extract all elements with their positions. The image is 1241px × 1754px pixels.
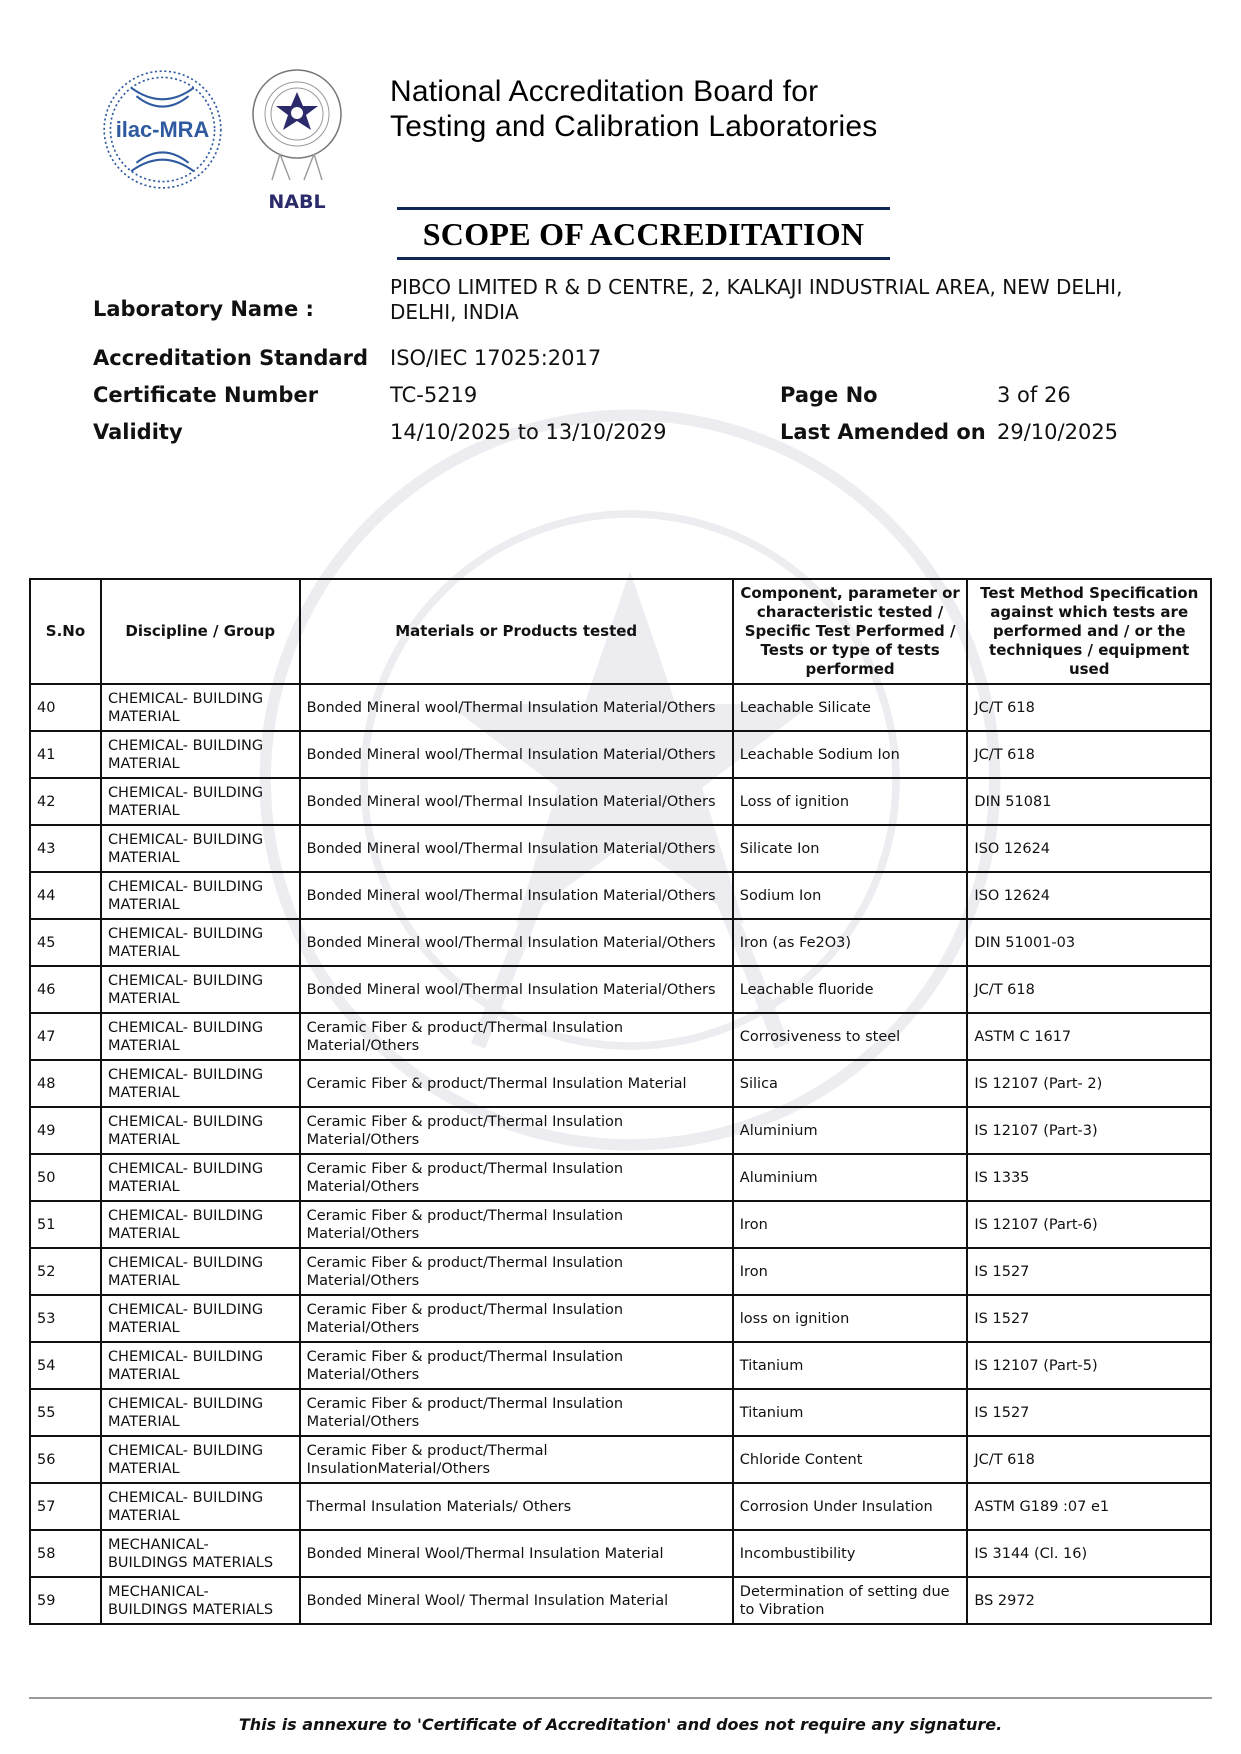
header-discipline-group: Discipline / Group [101, 579, 300, 684]
last-amended-label: Last Amended on [780, 420, 986, 444]
table-row [30, 684, 1211, 731]
cell-material: Ceramic Fiber & product/Thermal Insulation Material/Others [300, 1342, 733, 1389]
cell-sno: 49 [30, 1107, 101, 1154]
table-row [30, 731, 1211, 778]
cell-discipline-group: CHEMICAL- BUILDING MATERIAL [101, 919, 300, 966]
header-test-method: Test Method Specification against which tests are performed and / or the techniques / equipment used [967, 579, 1211, 684]
cell-sno: 54 [30, 1342, 101, 1389]
table-row [30, 919, 1211, 966]
cell-material: Ceramic Fiber & product/Thermal Insulation Material/Others [300, 1389, 733, 1436]
table-row [30, 1013, 1211, 1060]
cell-material: Thermal Insulation Materials/ Others [300, 1483, 733, 1530]
cell-sno: 50 [30, 1154, 101, 1201]
table-row [30, 1154, 1211, 1201]
cell-test-method: ASTM G189 :07 e1 [967, 1483, 1211, 1530]
cell-material: Bonded Mineral wool/Thermal Insulation Material/Others [300, 825, 733, 872]
cell-test-method: IS 1527 [967, 1389, 1211, 1436]
table-row [30, 1530, 1211, 1577]
table-row [30, 1483, 1211, 1530]
cell-discipline-group: CHEMICAL- BUILDING MATERIAL [101, 684, 300, 731]
cell-sno: 41 [30, 731, 101, 778]
svg-text:NABL: NABL [268, 191, 326, 212]
cell-discipline-group: CHEMICAL- BUILDING MATERIAL [101, 1483, 300, 1530]
table-header-row [30, 579, 1211, 684]
cell-sno: 40 [30, 684, 101, 731]
cell-sno: 46 [30, 966, 101, 1013]
cell-parameter: Iron [733, 1201, 968, 1248]
cell-parameter: Leachable fluoride [733, 966, 968, 1013]
table-row [30, 1389, 1211, 1436]
cell-material: Bonded Mineral wool/Thermal Insulation Material/Others [300, 966, 733, 1013]
cell-discipline-group: CHEMICAL- BUILDING MATERIAL [101, 731, 300, 778]
cell-discipline-group: CHEMICAL- BUILDING MATERIAL [101, 1342, 300, 1389]
cell-discipline-group: CHEMICAL- BUILDING MATERIAL [101, 1154, 300, 1201]
cell-test-method: ISO 12624 [967, 872, 1211, 919]
cell-discipline-group: CHEMICAL- BUILDING MATERIAL [101, 1201, 300, 1248]
table-row [30, 966, 1211, 1013]
table-row [30, 1295, 1211, 1342]
cell-material: Ceramic Fiber & product/Thermal Insulation Material/Others [300, 1201, 733, 1248]
cell-discipline-group: CHEMICAL- BUILDING MATERIAL [101, 1013, 300, 1060]
table-row [30, 1342, 1211, 1389]
cell-material: Ceramic Fiber & product/Thermal Insulation Material/Others [300, 1248, 733, 1295]
last-amended-value: 29/10/2025 [997, 420, 1119, 444]
laboratory-name-label: Laboratory Name : [93, 297, 314, 321]
org-title-line2: Testing and Calibration Laboratories [390, 110, 878, 143]
cell-sno: 51 [30, 1201, 101, 1248]
footer-note: This is annexure to 'Certificate of Accreditation' and does not require any signature. [238, 1715, 1003, 1734]
table-row [30, 1107, 1211, 1154]
certificate-number-value: TC-5219 [390, 383, 478, 407]
cell-parameter: Silicate Ion [733, 825, 968, 872]
cell-parameter: Aluminium [733, 1154, 968, 1201]
cell-material: Bonded Mineral wool/Thermal Insulation Material/Others [300, 684, 733, 731]
cell-material: Bonded Mineral wool/Thermal Insulation Material/Others [300, 919, 733, 966]
cell-discipline-group: CHEMICAL- BUILDING MATERIAL [101, 1060, 300, 1107]
cell-discipline-group: CHEMICAL- BUILDING MATERIAL [101, 1436, 300, 1483]
cell-sno: 45 [30, 919, 101, 966]
cell-material: Ceramic Fiber & product/Thermal InsulationMaterial/Others [300, 1436, 733, 1483]
cell-sno: 48 [30, 1060, 101, 1107]
cell-parameter: Loss of ignition [733, 778, 968, 825]
cell-test-method: IS 12107 (Part-5) [967, 1342, 1211, 1389]
cell-material: Ceramic Fiber & product/Thermal Insulation Material/Others [300, 1013, 733, 1060]
accreditation-standard-label: Accreditation Standard [93, 346, 368, 370]
cell-discipline-group: CHEMICAL- BUILDING MATERIAL [101, 825, 300, 872]
cell-test-method: JC/T 618 [967, 684, 1211, 731]
cell-test-method: DIN 51001-03 [967, 919, 1211, 966]
cell-material: Bonded Mineral wool/Thermal Insulation Material/Others [300, 731, 733, 778]
accreditation-standard-value: ISO/IEC 17025:2017 [390, 346, 602, 370]
cell-sno: 44 [30, 872, 101, 919]
table-row [30, 825, 1211, 872]
table-row [30, 1436, 1211, 1483]
cell-parameter: Determination of setting due to Vibration [733, 1577, 968, 1624]
cell-test-method: IS 1527 [967, 1248, 1211, 1295]
cell-parameter: Chloride Content [733, 1436, 968, 1483]
cell-test-method: JC/T 618 [967, 731, 1211, 778]
cell-test-method: ASTM C 1617 [967, 1013, 1211, 1060]
nabl-logo [250, 62, 345, 212]
scope-table [29, 578, 1212, 1625]
table-row [30, 1577, 1211, 1624]
cell-parameter: Leachable Sodium Ion [733, 731, 968, 778]
document-title: SCOPE OF ACCREDITATION [422, 216, 865, 252]
cell-parameter: Titanium [733, 1389, 968, 1436]
table-row [30, 1060, 1211, 1107]
certificate-number-label: Certificate Number [93, 383, 319, 407]
cell-parameter: Corrosion Under Insulation [733, 1483, 968, 1530]
cell-test-method: IS 12107 (Part-6) [967, 1201, 1211, 1248]
cell-parameter: Iron [733, 1248, 968, 1295]
header-parameter: Component, parameter or characteristic tested / Specific Test Performed / Tests or type of tests performed [733, 579, 968, 684]
cell-discipline-group: CHEMICAL- BUILDING MATERIAL [101, 966, 300, 1013]
validity-value: 14/10/2025 to 13/10/2029 [390, 420, 667, 444]
table-body [30, 684, 1211, 1624]
cell-sno: 59 [30, 1577, 101, 1624]
cell-parameter: Incombustibility [733, 1530, 968, 1577]
cell-material: Bonded Mineral wool/Thermal Insulation Material/Others [300, 778, 733, 825]
cell-sno: 58 [30, 1530, 101, 1577]
header-materials: Materials or Products tested [300, 579, 733, 684]
cell-sno: 53 [30, 1295, 101, 1342]
cell-discipline-group: CHEMICAL- BUILDING MATERIAL [101, 872, 300, 919]
cell-discipline-group: CHEMICAL- BUILDING MATERIAL [101, 1389, 300, 1436]
table-row [30, 1201, 1211, 1248]
header-logos [100, 62, 360, 212]
cell-parameter: Leachable Silicate [733, 684, 968, 731]
svg-text:ilac-MRA: ilac-MRA [115, 116, 210, 142]
cell-test-method: IS 3144 (Cl. 16) [967, 1530, 1211, 1577]
cell-material: Ceramic Fiber & product/Thermal Insulation Material/Others [300, 1107, 733, 1154]
cell-discipline-group: MECHANICAL- BUILDINGS MATERIALS [101, 1530, 300, 1577]
cell-parameter: Sodium Ion [733, 872, 968, 919]
cell-sno: 47 [30, 1013, 101, 1060]
cell-sno: 52 [30, 1248, 101, 1295]
cell-sno: 55 [30, 1389, 101, 1436]
cell-test-method: JC/T 618 [967, 966, 1211, 1013]
table-row [30, 778, 1211, 825]
cell-test-method: ISO 12624 [967, 825, 1211, 872]
laboratory-name-value-line2: DELHI, INDIA [390, 300, 519, 324]
cell-material: Bonded Mineral Wool/Thermal Insulation Material [300, 1530, 733, 1577]
cell-material: Ceramic Fiber & product/Thermal Insulation Material [300, 1060, 733, 1107]
table-row [30, 1248, 1211, 1295]
ilac-mra-logo [100, 67, 225, 192]
cell-parameter: Iron (as Fe2O3) [733, 919, 968, 966]
page-no-value: 3 of 26 [997, 383, 1071, 407]
cell-parameter: Titanium [733, 1342, 968, 1389]
org-title-line1: National Accreditation Board for [390, 75, 819, 108]
cell-parameter: loss on ignition [733, 1295, 968, 1342]
cell-test-method: BS 2972 [967, 1577, 1211, 1624]
title-rule-bottom [397, 257, 890, 260]
cell-test-method: IS 1527 [967, 1295, 1211, 1342]
cell-parameter: Silica [733, 1060, 968, 1107]
laboratory-name-value-line1: PIBCO LIMITED R & D CENTRE, 2, KALKAJI INDUSTRIAL AREA, NEW DELHI, [390, 275, 1123, 299]
cell-parameter: Corrosiveness to steel [733, 1013, 968, 1060]
cell-test-method: JC/T 618 [967, 1436, 1211, 1483]
cell-parameter: Aluminium [733, 1107, 968, 1154]
cell-test-method: IS 12107 (Part- 2) [967, 1060, 1211, 1107]
page-no-label: Page No [780, 383, 878, 407]
document-title-block [397, 207, 890, 260]
cell-discipline-group: CHEMICAL- BUILDING MATERIAL [101, 1248, 300, 1295]
cell-discipline-group: CHEMICAL- BUILDING MATERIAL [101, 1295, 300, 1342]
header-sno: S.No [30, 579, 101, 684]
cell-discipline-group: MECHANICAL- BUILDINGS MATERIALS [101, 1577, 300, 1624]
cell-test-method: IS 1335 [967, 1154, 1211, 1201]
cell-sno: 57 [30, 1483, 101, 1530]
table-row [30, 872, 1211, 919]
org-title [390, 74, 878, 144]
cell-material: Bonded Mineral Wool/ Thermal Insulation Material [300, 1577, 733, 1624]
cell-material: Bonded Mineral wool/Thermal Insulation Material/Others [300, 872, 733, 919]
cell-sno: 43 [30, 825, 101, 872]
cell-test-method: IS 12107 (Part-3) [967, 1107, 1211, 1154]
cell-discipline-group: CHEMICAL- BUILDING MATERIAL [101, 778, 300, 825]
cell-material: Ceramic Fiber & product/Thermal Insulation Material/Others [300, 1295, 733, 1342]
validity-label: Validity [93, 420, 183, 444]
cell-material: Ceramic Fiber & product/Thermal Insulation Material/Others [300, 1154, 733, 1201]
cell-sno: 42 [30, 778, 101, 825]
cell-discipline-group: CHEMICAL- BUILDING MATERIAL [101, 1107, 300, 1154]
cell-sno: 56 [30, 1436, 101, 1483]
cell-test-method: DIN 51081 [967, 778, 1211, 825]
footer-divider [29, 1697, 1212, 1699]
